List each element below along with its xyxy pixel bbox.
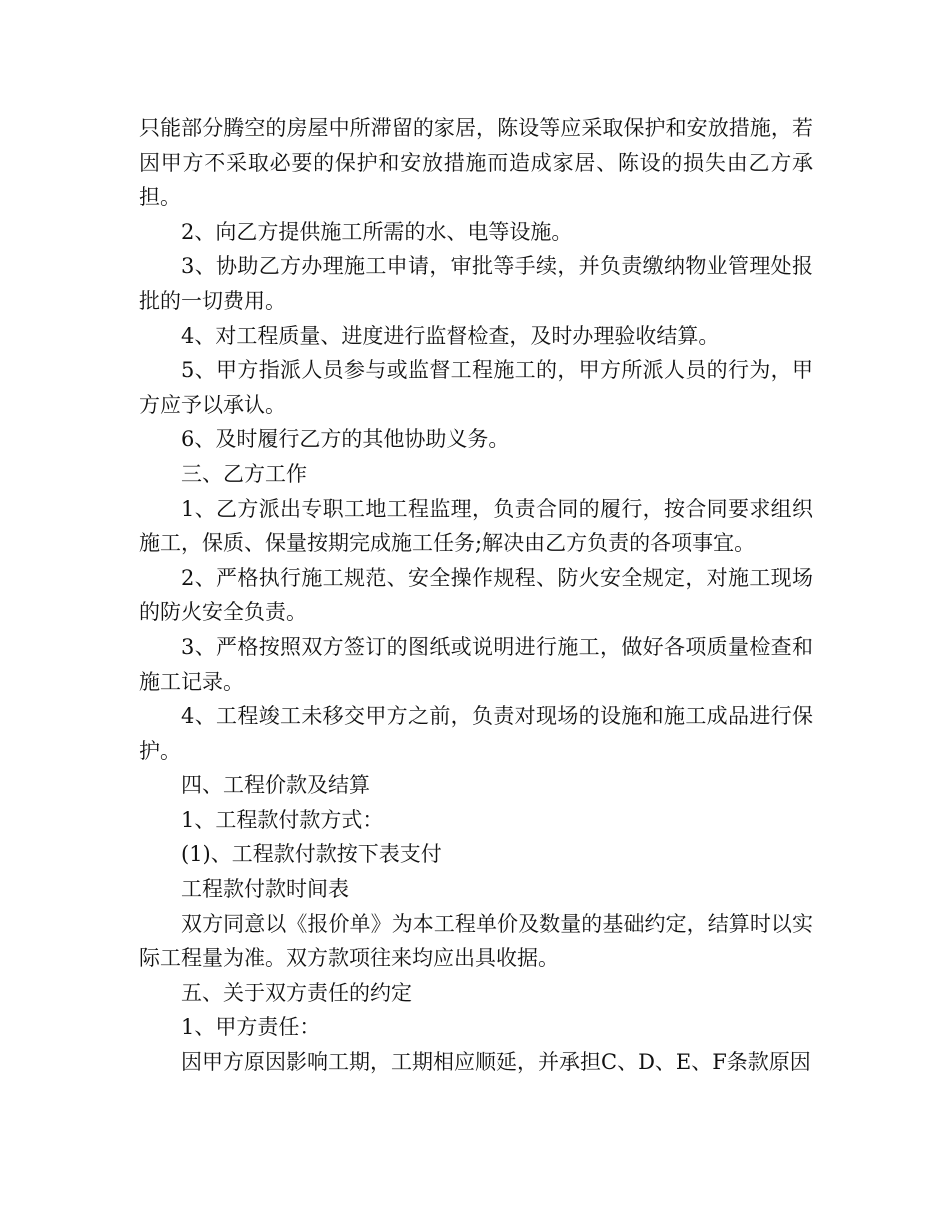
table-caption: 工程款付款时间表 xyxy=(181,877,349,902)
paragraph: 3、严格按照双方签订的图纸或说明进行施工，做好各项质量检查和施工记录。 xyxy=(139,634,813,694)
section-heading: 三、乙方工作 xyxy=(181,461,307,486)
paragraph: 3、协助乙方办理施工申请，审批等手续，并负责缴纳物业管理处报批的一切费用。 xyxy=(139,254,813,313)
paragraph: 1、甲方责任： xyxy=(181,1015,321,1040)
paragraph: 2、向乙方提供施工所需的水、电等设施。 xyxy=(181,219,573,244)
paragraph: (1)、工程款付款按下表支付 xyxy=(181,842,442,867)
section-heading: 五、关于双方责任的约定 xyxy=(181,980,412,1005)
paragraph: 因甲方原因影响工期，工期相应顺延，并承担C、D、E、F条款原因 xyxy=(181,1050,811,1075)
paragraph: 5、甲方指派人员参与或监督工程施工的，甲方所派人员的行为，甲方应予以承认。 xyxy=(139,358,813,417)
paragraph: 双方同意以《报价单》为本工程单价及数量的基础约定，结算时以实际工程量为准。双方款项往来均应出具收据。 xyxy=(139,911,813,971)
paragraph: 只能部分腾空的房屋中所滞留的家居，陈设等应采取保护和安放措施，若因甲方不采取必要的保护和安放措施而造成家居、陈设的损失由乙方承担。 xyxy=(139,116,813,210)
document-page xyxy=(139,111,813,1080)
section-heading: 四、工程价款及结算 xyxy=(181,773,370,798)
paragraph: 4、对工程质量、进度进行监督检查，及时办理验收结算。 xyxy=(181,323,720,348)
paragraph: 6、及时履行乙方的其他协助义务。 xyxy=(181,427,510,452)
paragraph: 1、工程款付款方式： xyxy=(181,807,384,832)
paragraph: 4、工程竣工未移交甲方之前，负责对现场的设施和施工成品进行保护。 xyxy=(139,704,813,763)
paragraph: 1、乙方派出专职工地工程监理，负责合同的履行，按合同要求组织施工，保质、保量按期完成施工任务;解决由乙方负责的各项事宜。 xyxy=(139,496,813,556)
paragraph: 2、严格执行施工规范、安全操作规程、防火安全规定，对施工现场的防火安全负责。 xyxy=(139,565,813,625)
